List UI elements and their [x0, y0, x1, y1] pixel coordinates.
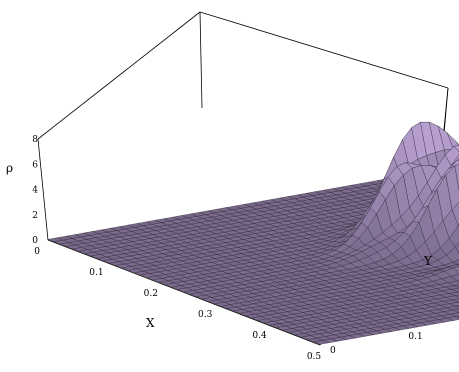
x-axis-label: X [146, 316, 155, 330]
z-tick-label: 6 [32, 160, 38, 171]
x-tick-label: 0.3 [198, 310, 213, 320]
x-tick-label: 0.2 [143, 289, 158, 299]
z-tick-label: 0 [32, 236, 38, 246]
box-edge [38, 139, 48, 240]
z-tick-label: 8 [32, 135, 38, 146]
x-tick-label: 0.1 [89, 268, 104, 278]
x-tick-label: 0.5 [306, 352, 322, 362]
box-edge [200, 12, 448, 88]
y-axis-label: Y [424, 254, 432, 268]
x-tick-label: 0.4 [252, 331, 267, 341]
z-axis-label: ρ [6, 161, 14, 175]
box-edge [200, 12, 202, 108]
z-tick-label: 2 [32, 210, 38, 221]
box-edge [38, 12, 200, 139]
x-tick-label: 0 [34, 247, 40, 257]
y-tick-label: 0 [330, 346, 336, 356]
surface-mesh [48, 122, 459, 344]
y-tick-label: 0.1 [408, 332, 423, 342]
z-tick-label: 4 [32, 185, 38, 196]
